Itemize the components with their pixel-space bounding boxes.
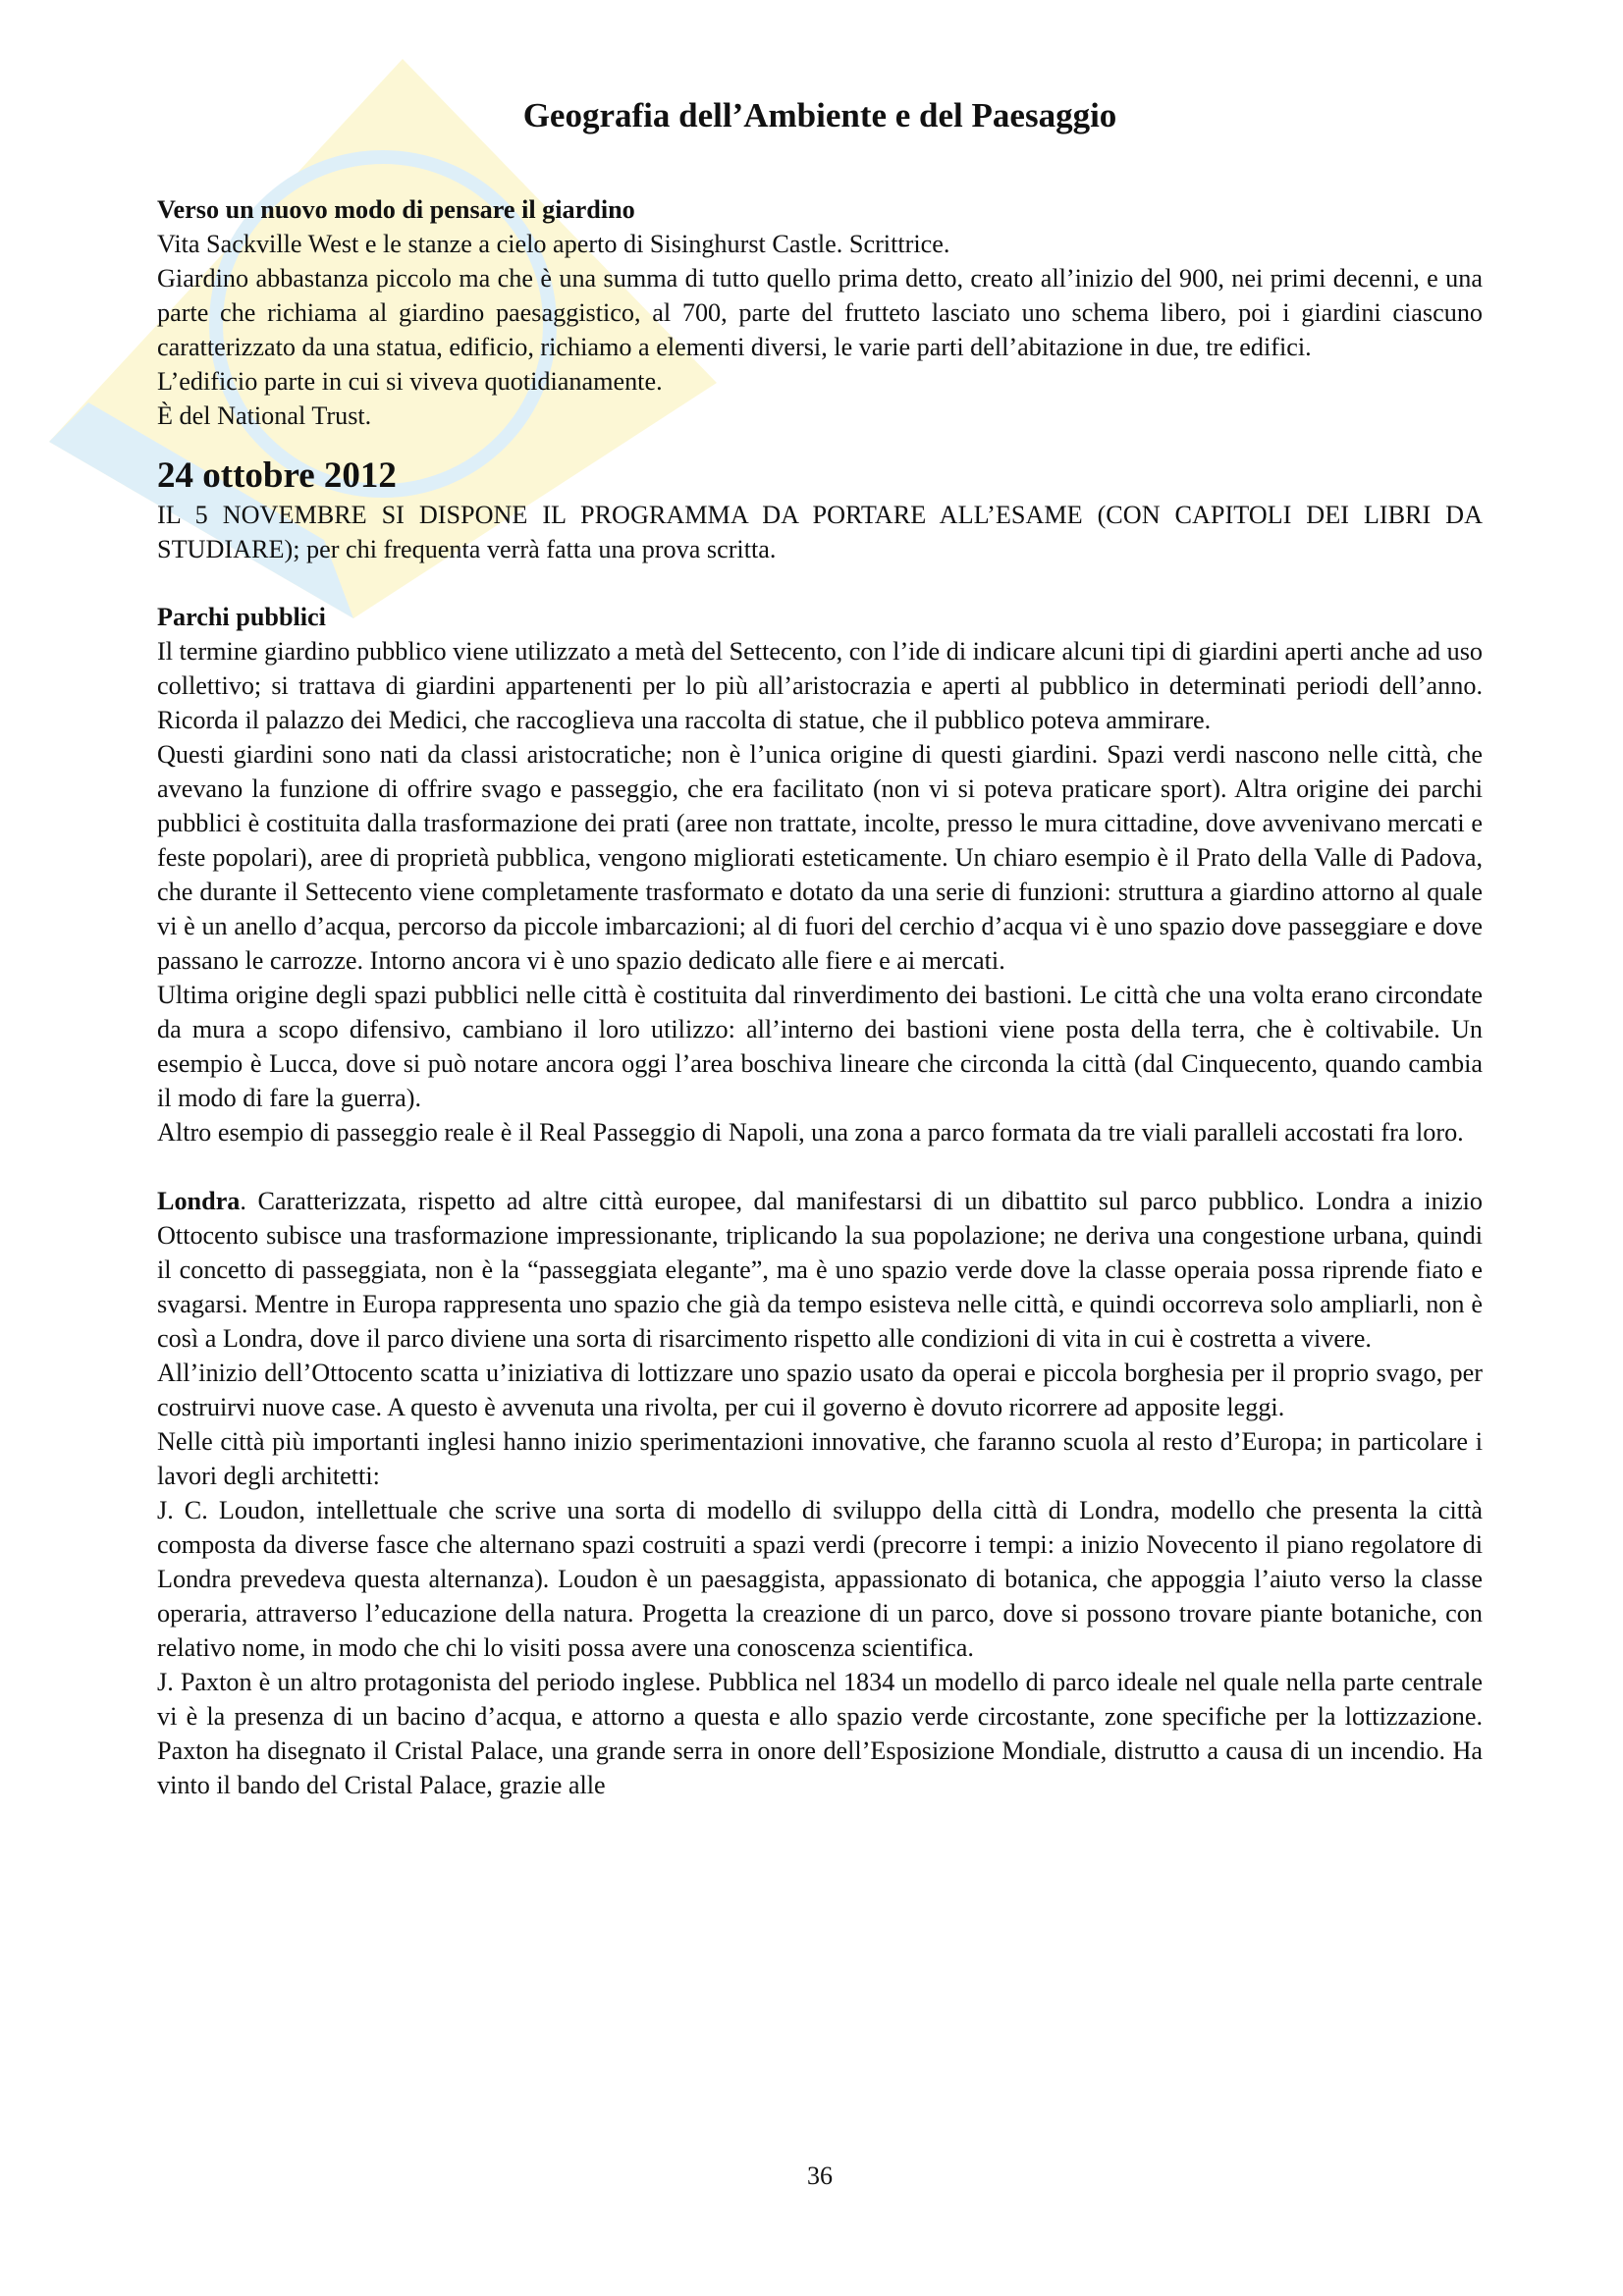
paragraph-text: . Caratterizzata, rispetto ad altre città europee, dal manifestarsi di un dibattito sul parco pubblico. Londra a inizio Ottocento subisce una trasformazione impressionante, triplicando la sua popolazione; ne deriva una congestione urbana, quindi il concetto di passeggiata, non è la “passeggiata elegante”, ma è uno spazio verde dove la classe operaia possa riprende fiato e svagarsi. Mentre in Europa rappresenta uno spazio che già da tempo esisteva nelle città, e quindi occorreva solo ampliarli, non è così a Londra, dove il parco diviene una sorta di risarcimento rispetto alle condizioni di vita in cui è costretta a vivere.	[157, 1187, 1483, 1353]
paragraph: Altro esempio di passeggio reale è il Real Passeggio di Napoli, una zona a parco formata da tre viali paralleli accostati fra loro.	[157, 1118, 1464, 1147]
paragraph: Questi giardini sono nati da classi aristocratiche; non è l’unica origine di questi giardini. Spazi verdi nascono nelle città, che avevano la funzione di offrire svago e passeggio, che era facilitato (non vi si poteva praticare sport). Altra origine dei parchi pubblici è costituita dalla trasformazione dei prati (aree non trattate, incolte, presso le mura cittadine, dove avvenivano mercati e feste popolari), aree di proprietà pubblica, vengono migliorati esteticamente. Un chiaro esempio è il Prato della Valle di Padova, che durante il Settecento viene completamente trasformato e dotato da una serie di funzioni: struttura a giardino attorno al quale vi è un anello d’acqua, percorso da piccole imbarcazioni; al di fuori del cerchio d’acqua vi è uno spazio dove passeggiare e dove passano le carrozze. Intorno ancora vi è uno spazio dedicato alle fiere e ai mercati.	[157, 740, 1483, 975]
paragraph: J. Paxton è un altro protagonista del periodo inglese. Pubblica nel 1834 un modello di parco ideale nel quale nella parte centrale vi è la presenza di un bacino d’acqua, e attorno a questa e allo spazio verde circostante, zone specifiche per la lottizzazione. Paxton ha disegnato il Cristal Palace, una grande serra in onore dell’Esposizione Mondiale, distrutto a causa di un incendio. Ha vinto il bando del Cristal Palace, grazie alle	[157, 1668, 1483, 1799]
paragraph: Ultima origine degli spazi pubblici nelle città è costituita dal rinverdimento dei bastioni. Le città che una volta erano circondate da mura a scopo difensivo, cambiano il loro utilizzo: all’interno dei bastioni viene posta della terra, che è coltivabile. Un esempio è Lucca, dove si può notare ancora oggi l’area boschiva lineare che circonda la città (dal Cinquecento, quando cambia il modo di fare la guerra).	[157, 981, 1483, 1112]
inline-heading-londra: Londra	[157, 1187, 241, 1215]
date-heading: 24 ottobre 2012	[157, 455, 397, 496]
paragraph: Nelle città più importanti inglesi hanno inizio sperimentazioni innovative, che faranno scuola al resto d’Europa; in particolare i lavori degli architetti:	[157, 1427, 1483, 1490]
section-heading-giardino: Verso un nuovo modo di pensare il giardino	[157, 195, 635, 224]
paragraph: Giardino abbastanza piccolo ma che è una summa di tutto quello prima detto, creato all’inizio del 900, nei primi decenni, e una parte che richiama al giardino paesaggistico, al 700, parte del frutteto lasciato uno schema libero, poi i giardini ciascuno caratterizzato da una statua, edificio, richiamo a elementi diversi, le varie parti dell’abitazione in due, tre edifici.	[157, 264, 1483, 361]
spacer	[157, 566, 1483, 600]
page-number: 36	[807, 2162, 833, 2190]
section-heading-parchi: Parchi pubblici	[157, 603, 326, 631]
paragraph: J. C. Loudon, intellettuale che scrive una sorta di modello di sviluppo della città di Londra, modello che presenta la città composta da diverse fasce che alternano spazi costruiti a spazi verdi (precorre i tempi: a inizio Novecento il piano regolatore di Londra prevedeva questa alternanza). Loudon è un paesaggista, appassionato di botanica, che appoggia l’aiuto verso la classe operaria, attraverso l’educazione della natura. Progetta la creazione di un parco, dove si possono trovare piante botaniche, con relativo nome, in modo che chi lo visiti possa avere una conoscenza scientifica.	[157, 1496, 1483, 1662]
paragraph: È del National Trust.	[157, 401, 372, 430]
document-body	[157, 192, 1483, 1802]
paragraph: Il termine giardino pubblico viene utilizzato a metà del Settecento, con l’ide di indicare alcuni tipi di giardini aperti anche ad uso collettivo; si trattava di giardini appartenenti per lo più all’aristocrazia e aperti al pubblico in determinati periodi dell’anno. Ricorda il palazzo dei Medici, che raccoglieva una raccolta di statue, che il pubblico poteva ammirare.	[157, 637, 1483, 734]
paragraph: L’edificio parte in cui si viveva quotidianamente.	[157, 367, 663, 396]
paragraph-londra	[157, 1184, 1483, 1356]
paragraph: IL 5 NOVEMBRE SI DISPONE IL PROGRAMMA DA PORTARE ALL’ESAME (CON CAPITOLI DEI LIBRI DA STUDIARE); per chi frequenta verrà fatta una prova scritta.	[157, 501, 1483, 563]
document-title: Geografia dell’Ambiente e del Paesaggio	[522, 96, 1117, 134]
spacer	[157, 1149, 1483, 1184]
paragraph: Vita Sackville West e le stanze a cielo aperto di Sisinghurst Castle. Scrittrice.	[157, 230, 950, 258]
paragraph: All’inizio dell’Ottocento scatta u’iniziativa di lottizzare uno spazio usato da operai e piccola borghesia per il proprio svago, per costruirvi nuove case. A questo è avvenuta una rivolta, per cui il governo è dovuto ricorrere ad apposite leggi.	[157, 1359, 1483, 1421]
